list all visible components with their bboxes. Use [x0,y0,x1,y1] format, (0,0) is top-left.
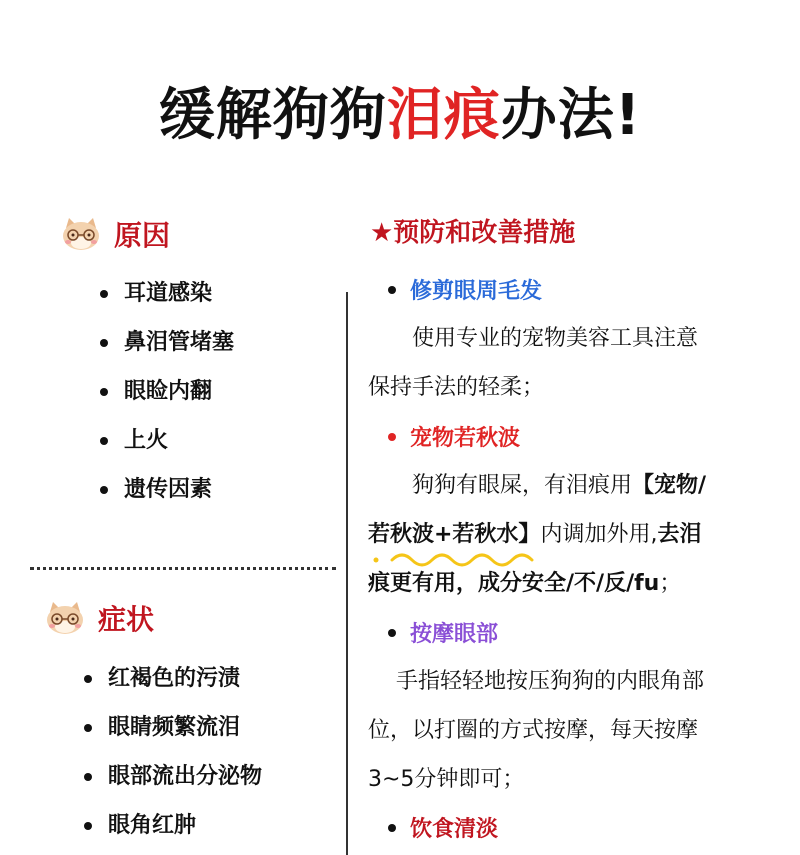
causes-heading-label: 原因 [114,219,171,252]
product-line3-b: ； [659,571,682,596]
massage-label: 按摩眼部 [410,622,499,647]
bullet-dot [388,433,396,441]
massage-paragraph [368,657,768,804]
trim-label: 修剪眼周毛发 [410,279,543,304]
product-line1 [368,461,768,510]
cat-face-icon [60,216,102,252]
diet-label: 饮食清淡 [410,817,499,842]
column-divider [346,292,348,855]
trim-subheading [388,274,542,305]
list-item: 眼睛频繁流泪 [84,703,262,752]
symptoms-heading [44,598,154,638]
list-item: 红褐色的污渍 [84,654,262,703]
massage-subheading [388,617,498,648]
list-item: 眼睑内翻 [100,367,234,416]
bullet-dot [388,824,396,832]
massage-line1: 手指轻轻地按压狗狗的内眼角部 [396,669,705,694]
symptoms-list [84,654,262,850]
title-highlight: 泪痕 [386,83,501,148]
prevention-heading: ★预防和改善措施 [370,218,576,248]
causes-list [100,269,234,514]
bullet-dot [388,629,396,637]
title-part1: 缓解狗狗 [158,83,387,148]
product-line2-a: 若秋波+若秋水】 [368,522,541,547]
list-item: 鼻泪管堵塞 [100,318,234,367]
bullet-dot [388,286,396,294]
product-line3-a: 痕更有用，成分安全/不/反/fu [368,571,660,596]
product-label: 宠物若秋波 [410,426,521,451]
cat-face-icon [44,600,86,636]
page-title [0,80,800,152]
trim-paragraph [368,314,768,412]
diet-subheading [388,812,498,843]
product-line2-c: 去泪 [657,522,702,547]
list-item: 耳道感染 [100,269,234,318]
product-paragraph [368,461,768,608]
product-line1-b: 【宠物/ [632,473,707,498]
list-item: 眼角红肿 [84,801,262,850]
product-line1-a: 狗狗有眼屎，有泪痕用 [412,473,633,498]
highlight-squiggle-icon [370,548,550,568]
section-divider [30,567,336,570]
trim-line2: 保持手法的轻柔； [368,375,545,400]
massage-line3: 3~5分钟即可； [368,767,525,792]
causes-heading [60,214,170,254]
list-item: 眼部流出分泌物 [84,752,262,801]
trim-line1: 使用专业的宠物美容工具注意 [412,326,699,351]
title-part3: 办法! [500,83,642,148]
list-item: 遗传因素 [100,465,234,514]
product-line2-b: 内调加外用, [540,522,658,547]
symptoms-heading-label: 症状 [98,603,155,636]
list-item: 上火 [100,416,234,465]
product-subheading [388,421,520,452]
massage-line2: 位，以打圈的方式按摩，每天按摩 [368,718,699,743]
